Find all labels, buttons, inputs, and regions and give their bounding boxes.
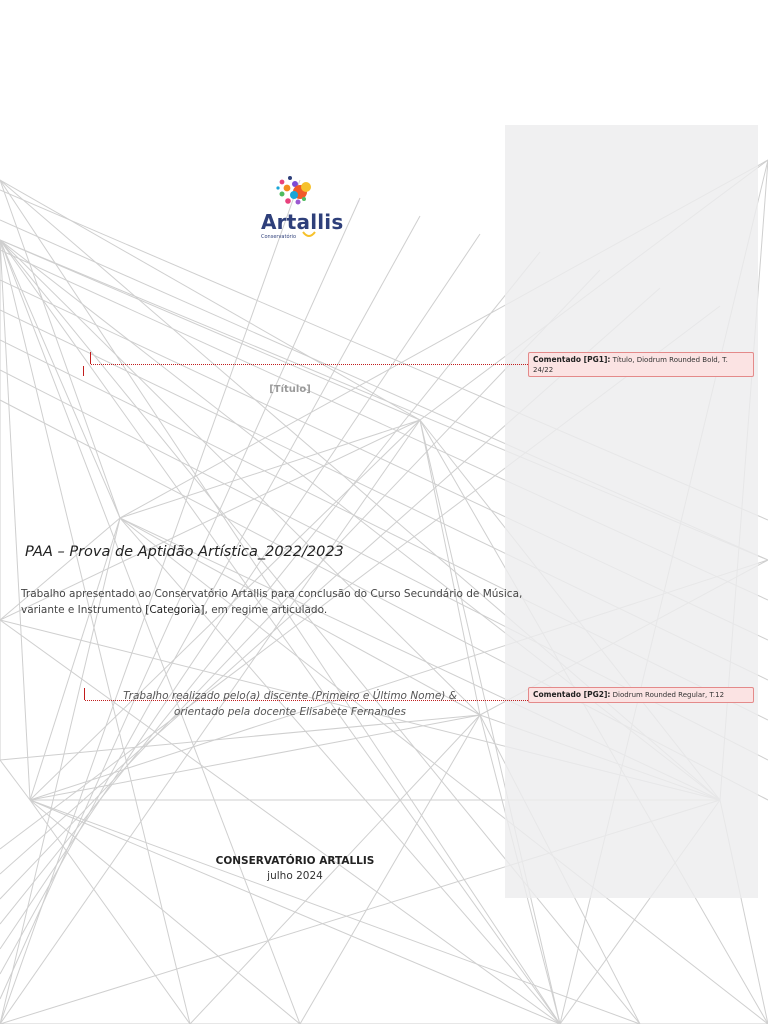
comment-anchor-mark <box>90 352 91 364</box>
comment-anchor-mark <box>83 366 84 376</box>
background-line <box>0 180 420 420</box>
background-line <box>0 240 30 800</box>
comment-pg2[interactable] <box>528 687 754 703</box>
logo-smile-icon <box>302 230 316 240</box>
background-line <box>0 760 30 800</box>
description-text: variante e Instrumento <box>21 603 146 616</box>
comment-pg1[interactable] <box>528 352 754 377</box>
comment-anchor-mark <box>84 688 85 700</box>
credit-line: orientado pela docente Elisabete Fernandes <box>173 706 407 718</box>
document-date: julho 2024 <box>267 870 323 882</box>
credit-paragraph <box>95 688 485 720</box>
logo-subtitle: Conservatório <box>261 234 297 240</box>
institution-name: CONSERVATÓRIO ARTALLIS <box>215 855 375 867</box>
category-placeholder[interactable]: [Categoria] <box>145 603 205 616</box>
comment-text: Diodrum Rounded Regular, T.12 <box>612 691 725 699</box>
logo-wordmark: Artallis <box>261 210 344 234</box>
background-line <box>30 518 120 800</box>
title-placeholder[interactable]: [Título] <box>269 384 311 395</box>
description-paragraph <box>21 587 541 618</box>
description-line <box>21 603 541 619</box>
background-line <box>0 240 480 715</box>
artallis-logo <box>240 160 350 250</box>
comment-author: Comentado [PG1]: <box>533 355 611 364</box>
comment-pane <box>505 125 758 898</box>
description-text: , em regime articulado. <box>204 603 328 616</box>
comment-connector <box>91 364 528 365</box>
description-line: Trabalho apresentado ao Conservatório Artallis para conclusão do Curso Secundário de Música, <box>21 588 523 600</box>
credit-line: Trabalho realizado pelo(a) discente (Primeiro e Último Nome) & <box>123 690 457 702</box>
document-heading: PAA – Prova de Aptidão Artística_2022/2023 <box>25 544 344 560</box>
background-line <box>30 800 300 1024</box>
comment-text: Título, Diodrum Rounded Bold, T. 24/22 <box>533 356 728 374</box>
background-line <box>0 420 420 1024</box>
comment-author: Comentado [PG2]: <box>533 690 611 699</box>
